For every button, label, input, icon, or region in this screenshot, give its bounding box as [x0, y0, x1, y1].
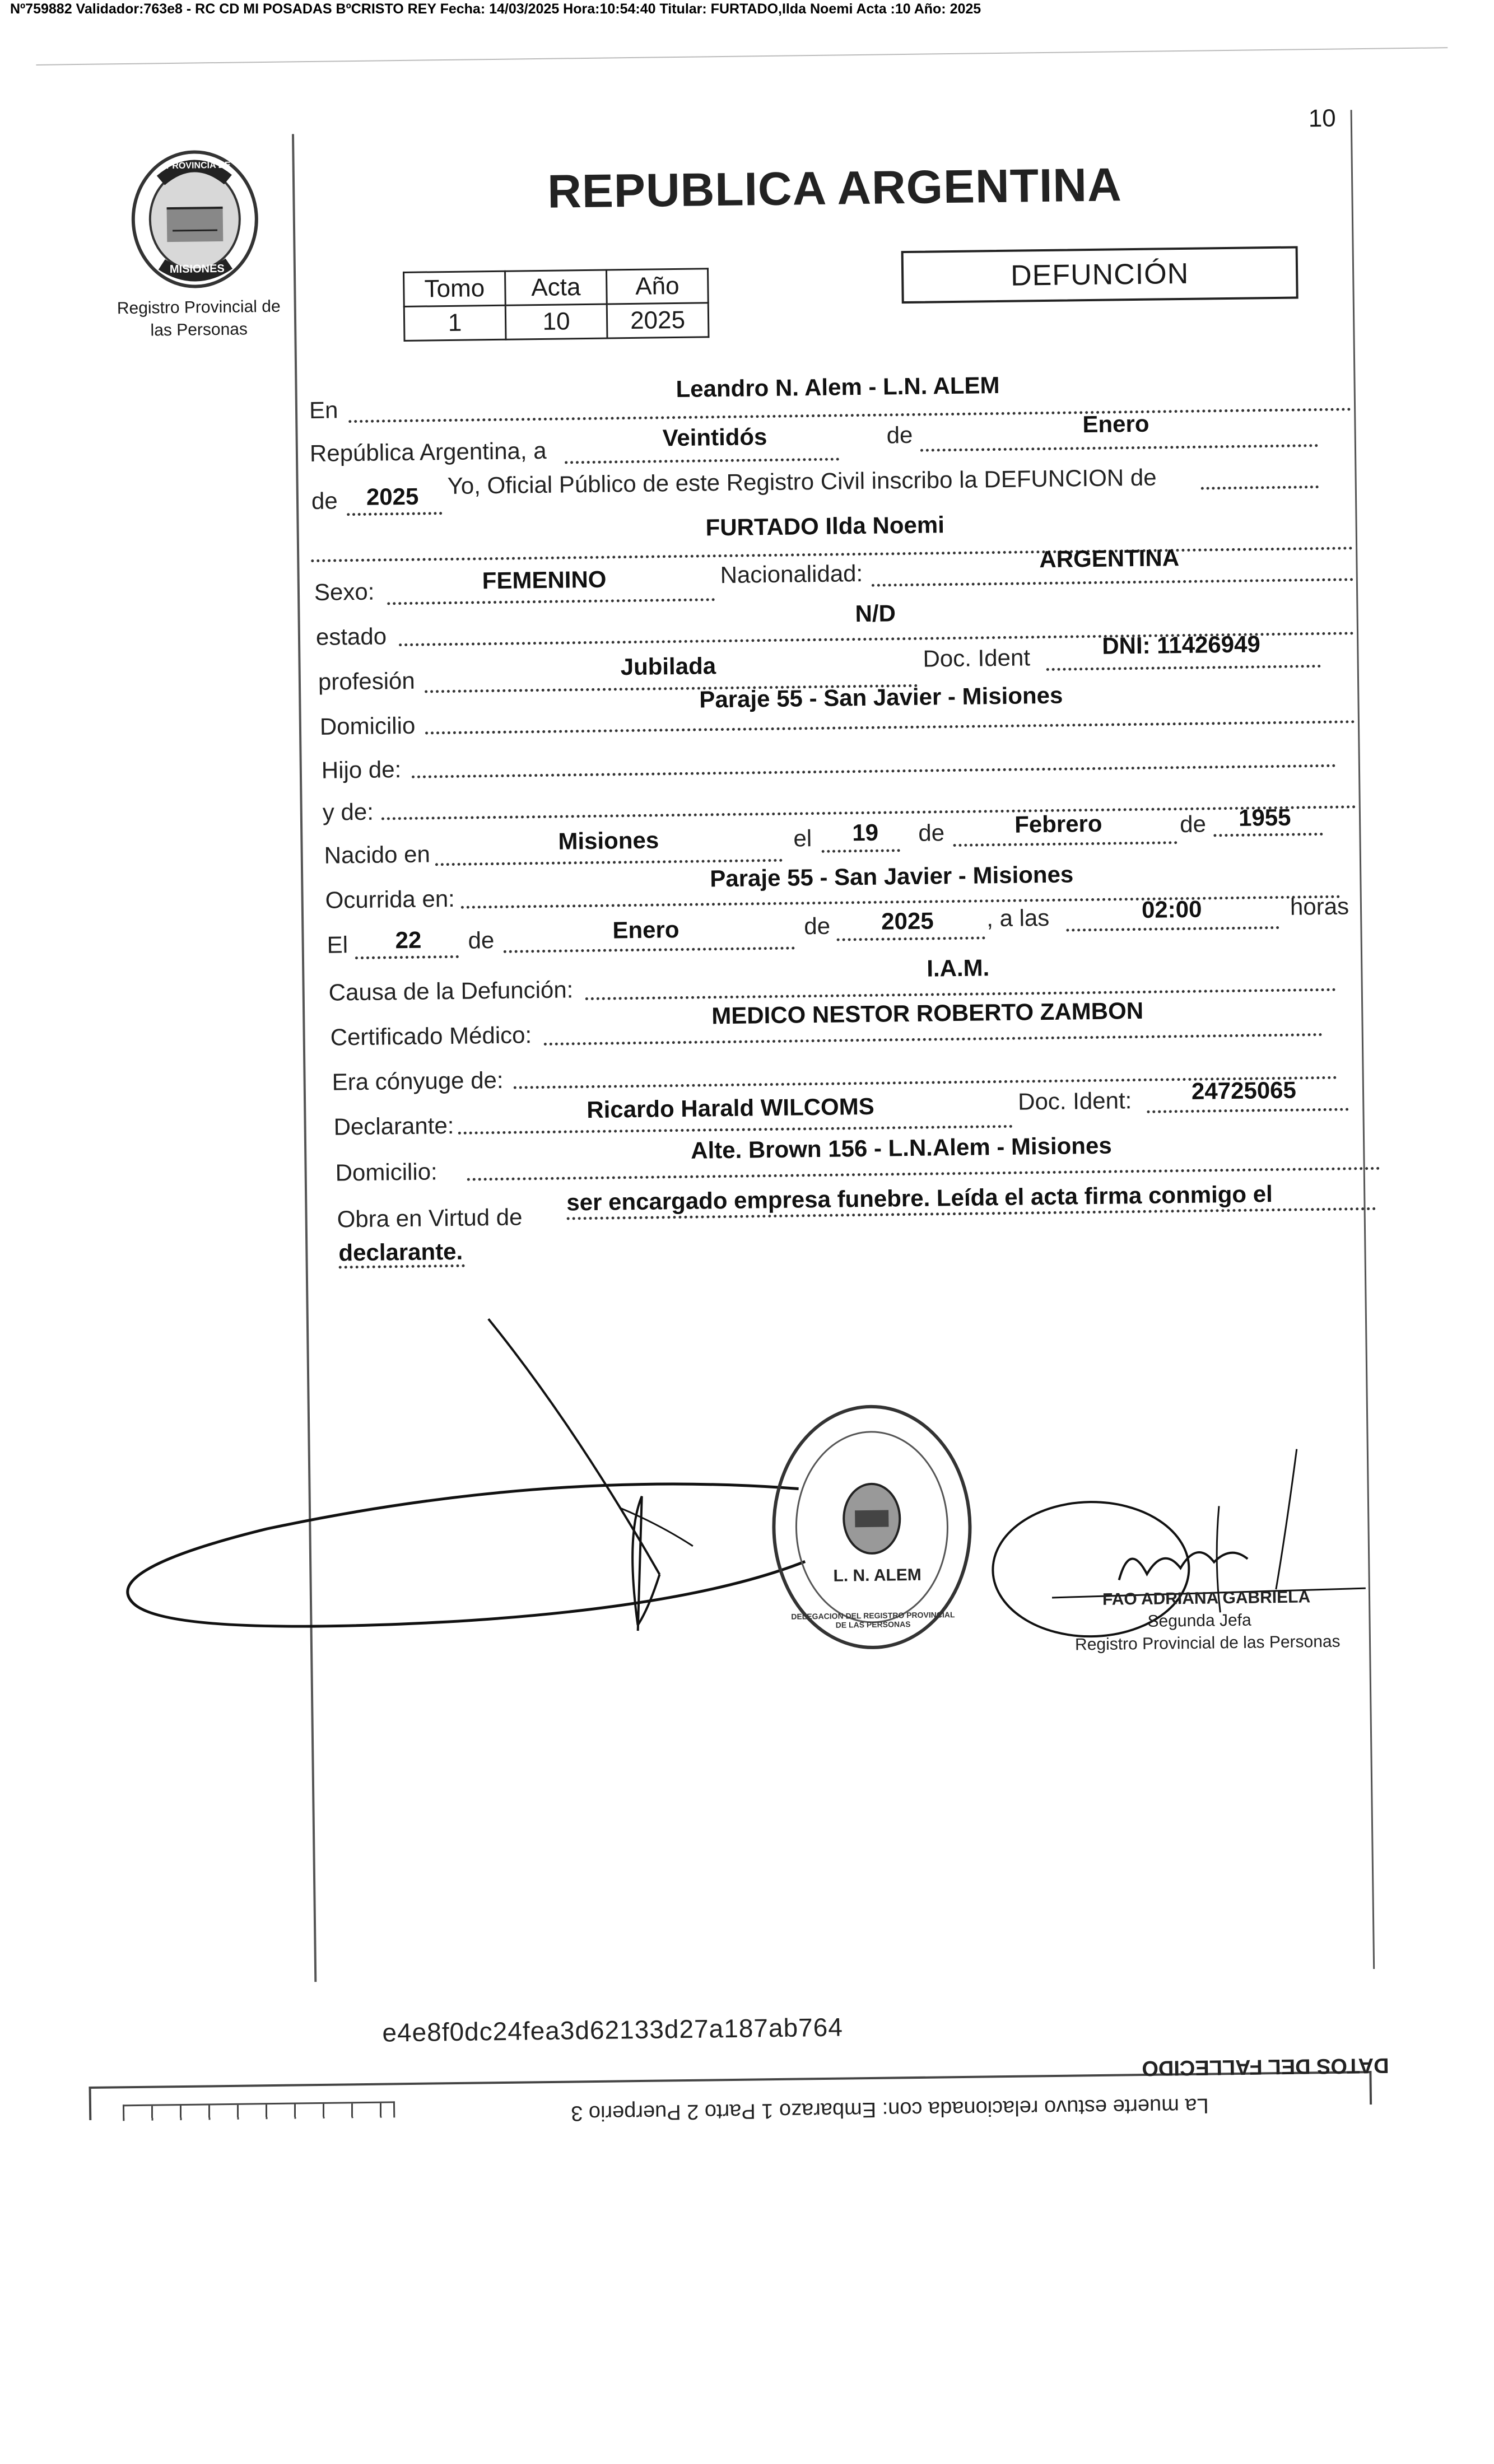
- ocurrida-line: [461, 895, 1341, 909]
- conyuge-label: Era cónyuge de:: [332, 1066, 504, 1095]
- nacido-label: Nacido en: [324, 841, 431, 869]
- y-de-line: [381, 805, 1356, 820]
- oficial-line: [1201, 486, 1319, 490]
- declarante-line: [458, 1125, 1013, 1135]
- y-de-label: y de:: [322, 798, 374, 825]
- official-role: Segunda Jefa: [1147, 1611, 1251, 1631]
- a-las-label: , a las: [986, 904, 1050, 932]
- declarante-label: Declarante:: [333, 1112, 454, 1140]
- profesion-label: profesión: [318, 667, 415, 695]
- sexo-line: [387, 598, 715, 605]
- ocurrida-label: Ocurrida en:: [325, 885, 455, 913]
- acta-value: 10: [505, 304, 607, 339]
- footer-code-boxes: [123, 2101, 395, 2121]
- page-number: 10: [1308, 104, 1337, 133]
- domicilio-label: Domicilio: [319, 712, 416, 740]
- death-time: 02:00: [1141, 895, 1202, 923]
- obra-value-2: declarante.: [338, 1238, 463, 1266]
- el-label: el: [793, 825, 812, 852]
- official-stamp: [764, 1397, 980, 1658]
- stamp-ring-text: DELEGACION DEL REGISTRO PROVINCIAL DE LAS PERSONAS: [791, 1610, 955, 1630]
- top-edge-line: [36, 47, 1448, 66]
- nacionalidad-line: [872, 578, 1353, 587]
- acta-header: Acta: [505, 270, 607, 305]
- day-value: Veintidós: [662, 423, 767, 451]
- deceased-name: FURTADO Ilda Noemi: [705, 511, 945, 541]
- validation-header: Nº759882 Validador:763e8 - RC CD MI POSADAS BºCRISTO REY Fecha: 14/03/2025 Hora:10:54:40 Titular: FURTADO,Ilda Noemi Acta :10 Año: 2025: [10, 1, 981, 17]
- republica-label: República Argentina, a: [309, 437, 547, 467]
- birth-year-line: [1213, 833, 1323, 837]
- death-time-line: [1066, 926, 1279, 932]
- month-value: Enero: [1082, 410, 1149, 438]
- month-line: [920, 444, 1318, 452]
- causa-label: Causa de la Defunción:: [328, 976, 574, 1006]
- causa-value: I.A.M.: [926, 954, 990, 982]
- registry-line-2: las Personas: [150, 320, 248, 340]
- death-de2-label: de: [804, 912, 831, 940]
- horas-label: horas: [1290, 893, 1349, 920]
- nacionalidad-value: ARGENTINA: [1039, 544, 1180, 573]
- day-line: [565, 458, 839, 464]
- profesion-value: Jubilada: [620, 652, 716, 680]
- doc2-line: [1147, 1108, 1348, 1113]
- doc2-value: 24725065: [1191, 1076, 1297, 1104]
- registry-name: [106, 295, 292, 342]
- muerte-relacionada: La muerte estuvo relacionada con: Embarazo 1 Parto 2 Puerperio 3: [570, 2093, 1209, 2125]
- certificado-label: Certificado Médico:: [330, 1021, 532, 1051]
- official-org: Registro Provincial de las Personas: [1074, 1632, 1341, 1654]
- ocurrida-value: Paraje 55 - San Javier - Misiones: [709, 861, 1074, 892]
- de-year-label: de: [311, 487, 338, 514]
- obra-value: ser encargado empresa funebre. Leída el acta firma conmigo el: [566, 1180, 1273, 1216]
- en-line: [348, 408, 1351, 423]
- certificado-line: [544, 1033, 1323, 1046]
- oficial-text: Yo, Oficial Público de este Registro Civil inscribo la DEFUNCION de: [447, 464, 1157, 500]
- right-margin-line: [1351, 110, 1375, 1969]
- year-value: 2025: [366, 483, 419, 510]
- death-year: 2025: [881, 907, 934, 935]
- certificado-value: MEDICO NESTOR ROBERTO ZAMBON: [711, 997, 1144, 1029]
- doc-ident-value: DNI: 11426949: [1101, 631, 1261, 659]
- hijo-label: Hijo de:: [321, 756, 402, 783]
- death-de-label: de: [468, 927, 495, 954]
- en-value: Leandro N. Alem - L.N. ALEM: [676, 371, 1000, 403]
- logo-top-text: PROVINCIA DE: [166, 160, 231, 171]
- birth-de2-label: de: [1179, 810, 1207, 838]
- logo-bottom-text: MISIONES: [169, 262, 225, 276]
- death-month: Enero: [612, 916, 679, 944]
- causa-line: [585, 988, 1336, 1000]
- birth-de-label: de: [918, 819, 945, 846]
- misiones-logo: [127, 146, 263, 293]
- birth-day-line: [822, 849, 900, 853]
- nacido-value: Misiones: [558, 827, 659, 855]
- birth-month-line: [953, 841, 1177, 847]
- death-day-line: [355, 955, 459, 959]
- estado-label: estado: [315, 623, 387, 650]
- de-label: de: [886, 421, 913, 449]
- declarante-value: Ricardo Harald WILCOMS: [587, 1093, 874, 1123]
- tomo-value: 1: [404, 305, 506, 340]
- nacionalidad-label: Nacionalidad:: [720, 559, 863, 589]
- sexo-label: Sexo:: [314, 578, 375, 605]
- domicilio-line: [425, 720, 1355, 734]
- doc-ident-label: Doc. Ident: [923, 644, 1031, 672]
- document-hash: e4e8f0dc24fea3d62133d27a187ab764: [382, 2012, 844, 2047]
- doc2-label: Doc. Ident:: [1017, 1087, 1132, 1115]
- birth-year: 1955: [1238, 804, 1291, 831]
- ano-value: 2025: [607, 303, 709, 338]
- birth-month: Febrero: [1014, 810, 1102, 838]
- year-line: [347, 512, 442, 516]
- stamp-center-text: L. N. ALEM: [833, 1565, 921, 1585]
- death-month-line: [504, 947, 795, 953]
- sexo-value: FEMENINO: [482, 566, 607, 594]
- death-year-line: [837, 936, 985, 941]
- domicilio2-label: Domicilio:: [335, 1158, 438, 1186]
- datos-fallecido: DATOS DEL FALLECIDO: [1142, 2053, 1389, 2080]
- obra-label: Obra en Virtud de: [337, 1203, 523, 1233]
- doc-ident-line: [1046, 665, 1321, 671]
- page-title: REPUBLICA ARGENTINA: [547, 158, 1123, 218]
- registry-line-1: Registro Provincial de: [117, 297, 281, 318]
- hijo-line: [412, 764, 1336, 778]
- tomo-header: Tomo: [404, 271, 506, 306]
- domicilio2-line: [467, 1167, 1380, 1181]
- official-name: FAO ADRIANA GABRIELA: [1102, 1588, 1311, 1609]
- domicilio-value: Paraje 55 - San Javier - Misiones: [699, 682, 1063, 713]
- en-label: En: [309, 396, 338, 424]
- el-death-label: El: [327, 931, 348, 958]
- death-day: 22: [395, 926, 422, 954]
- ano-header: Año: [606, 269, 708, 304]
- estado-value: N/D: [855, 600, 896, 627]
- footer-left-edge: [89, 2087, 92, 2120]
- record-type-box: DEFUNCIÓN: [901, 246, 1298, 304]
- domicilio2-value: Alte. Brown 156 - L.N.Alem - Misiones: [690, 1132, 1112, 1164]
- birth-day: 19: [852, 819, 879, 846]
- tomo-acta-ano-table: [403, 268, 709, 342]
- declarant-signature: [96, 1281, 829, 1682]
